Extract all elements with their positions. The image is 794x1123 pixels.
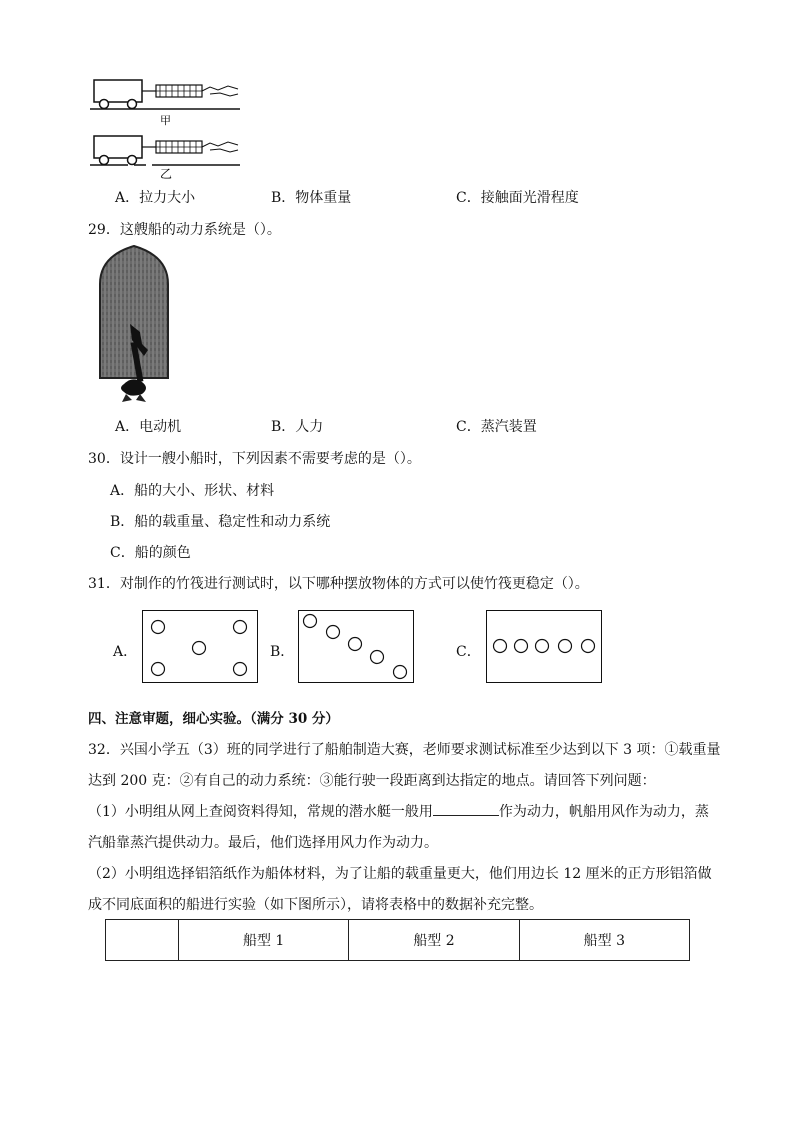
cart-jia xyxy=(90,80,240,109)
q30-stem: 30．设计一艘小船时，下列因素不需要考虑的是（）。 xyxy=(88,451,421,467)
q32-sub1-line2: 汽船靠蒸汽提供动力。最后，他们选择用风力作为动力。 xyxy=(88,835,438,851)
q28-option-b[interactable]: B．物体重量 xyxy=(271,190,352,206)
label-jia: 甲 xyxy=(160,114,171,127)
table-header-ship-3: 船型 3 xyxy=(519,920,689,961)
label-yi: 乙 xyxy=(160,167,173,181)
q32-sub1-line1: （1）小明组从网上查阅资料得知，常规的潜水艇一般用 作为动力，帆船用风作为动力，蒸 xyxy=(88,801,709,821)
q31-option-a-label[interactable]: A． xyxy=(113,644,138,660)
q31-option-c-label[interactable]: C． xyxy=(456,644,481,660)
q31-option-b-label[interactable]: B． xyxy=(270,644,295,660)
section-4-title: 四、注意审题，细心实验。（满分 30 分） xyxy=(88,711,339,727)
q29-option-c[interactable]: C．蒸汽装置 xyxy=(456,419,537,435)
q32-sub2-line2: 成不同底面积的船进行实验（如下图所示），请将表格中的数据补充完整。 xyxy=(88,897,543,913)
q28-figure xyxy=(88,72,248,182)
table-header-ship-1: 船型 1 xyxy=(179,920,349,961)
q28-option-a[interactable]: A．拉力大小 xyxy=(115,190,196,206)
q31-stem: 31．对制作的竹筏进行测试时，以下哪种摆放物体的方式可以使竹筏更稳定（）。 xyxy=(88,576,589,592)
q31-raft-c[interactable] xyxy=(486,610,602,683)
q29-option-b[interactable]: B．人力 xyxy=(271,419,324,435)
q30-option-b[interactable]: B．船的载重量、稳定性和动力系统 xyxy=(110,514,331,530)
cart-yi xyxy=(90,136,240,165)
q32-sub2-line1: （2）小明组选择铝箔纸作为船体材料，为了让船的载重量更大，他们用边长 12 厘米的正方形铝箔做 xyxy=(88,866,712,882)
q32-intro-line1: 32．兴国小学五（3）班的同学进行了船舶制造大赛，老师要求测试标准至少达到以下 3 项：①载重量 xyxy=(88,742,721,758)
q31-raft-a[interactable] xyxy=(142,610,258,683)
ship-data-table xyxy=(105,919,690,961)
q29-boat-figure xyxy=(96,244,176,406)
table-cell[interactable] xyxy=(106,920,179,961)
q31-raft-b[interactable] xyxy=(298,610,414,683)
table-header-ship-2: 船型 2 xyxy=(349,920,519,961)
table-row xyxy=(106,920,690,961)
q32-intro-line2: 达到 200 克：②有自己的动力系统：③能行驶一段距离到达指定的地点。请回答下列问题： xyxy=(88,773,656,789)
q30-option-c[interactable]: C．船的颜色 xyxy=(110,545,191,561)
q29-stem: 29．这艘船的动力系统是（）。 xyxy=(88,222,281,238)
q32-sub1-blank[interactable] xyxy=(433,801,499,816)
q28-option-c[interactable]: C．接触面光滑程度 xyxy=(456,190,579,206)
q29-option-a[interactable]: A．电动机 xyxy=(115,419,182,435)
q30-option-a[interactable]: A．船的大小、形状、材料 xyxy=(110,483,275,499)
